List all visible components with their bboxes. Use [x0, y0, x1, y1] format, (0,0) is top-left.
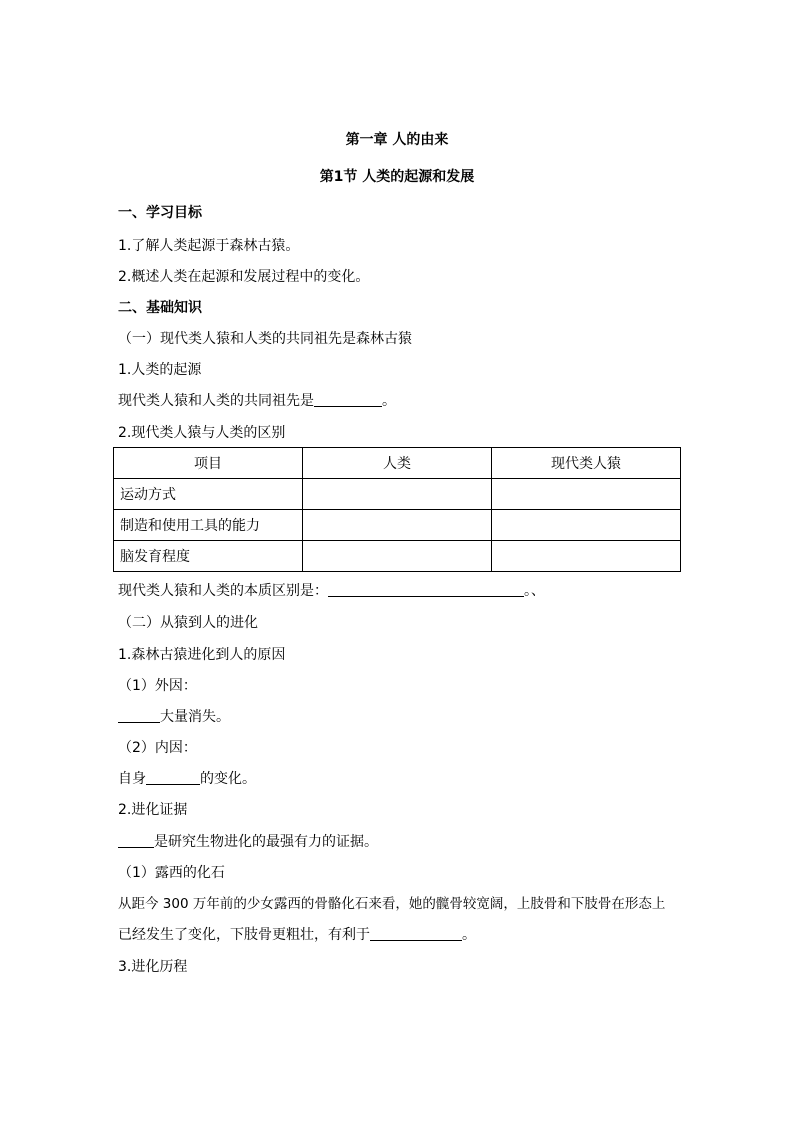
origin-question — [118, 392, 396, 410]
table-row-label: 脑发育程度 — [114, 541, 303, 572]
table-header-cell: 人类 — [303, 448, 492, 479]
subsection-2-title: （二）从猿到人的进化 — [118, 615, 258, 631]
internal-cause-question — [118, 770, 256, 788]
chapter-title: 第一章 人的由来 — [345, 132, 449, 148]
table-row — [114, 510, 681, 541]
table-row-label: 运动方式 — [114, 479, 303, 510]
basics-heading: 二、基础知识 — [118, 300, 202, 316]
goal-item-2: 2.概述人类在起源和发展过程中的变化。 — [118, 269, 370, 285]
origin-question-suffix: 。 — [382, 393, 396, 409]
lucy-answer-blank[interactable] — [370, 926, 462, 941]
internal-cause-blank[interactable] — [146, 770, 200, 785]
external-cause-label: （1）外因： — [118, 678, 197, 694]
table-answer-cell[interactable] — [303, 541, 492, 572]
external-cause-suffix: 大量消失。 — [160, 709, 230, 725]
external-cause-blank[interactable] — [118, 708, 160, 723]
comparison-table — [113, 447, 681, 572]
origin-title: 1.人类的起源 — [118, 362, 202, 378]
evidence-blank[interactable] — [118, 833, 154, 848]
essence-question — [118, 582, 545, 600]
section-title: 第1节 人类的起源和发展 — [319, 169, 475, 185]
table-answer-cell[interactable] — [303, 479, 492, 510]
table-answer-cell[interactable] — [492, 479, 681, 510]
evidence-question — [118, 833, 378, 851]
table-header-row — [114, 448, 681, 479]
lucy-paragraph-line-2 — [118, 926, 476, 944]
internal-cause-prefix: 自身 — [118, 771, 146, 787]
essence-question-prefix: 现代类人猿和人类的本质区别是： — [118, 583, 328, 599]
evidence-suffix: 是研究生物进化的最强有力的证据。 — [154, 834, 378, 850]
difference-title: 2.现代类人猿与人类的区别 — [118, 425, 286, 441]
lucy-title: （1）露西的化石 — [118, 865, 225, 881]
essence-question-suffix: 。、 — [524, 583, 545, 599]
lucy-paragraph-line-1: 从距今 300 万年前的少女露西的骨骼化石来看，她的髋骨较宽阔，上肢骨和下肢骨在形态上 — [118, 896, 666, 912]
essence-answer-blank[interactable] — [328, 582, 524, 597]
evidence-title: 2.进化证据 — [118, 802, 188, 818]
table-header-cell: 项目 — [114, 448, 303, 479]
lucy-line-2-suffix: 。 — [462, 927, 476, 943]
goals-heading: 一、学习目标 — [118, 205, 202, 221]
goal-item-1: 1.了解人类起源于森林古猿。 — [118, 238, 300, 254]
table-header-cell: 现代类人猿 — [492, 448, 681, 479]
internal-cause-suffix: 的变化。 — [200, 771, 256, 787]
table-row — [114, 479, 681, 510]
subsection-1-title: （一）现代类人猿和人类的共同祖先是森林古猿 — [118, 331, 412, 347]
origin-answer-blank[interactable] — [314, 392, 382, 407]
cause-title: 1.森林古猿进化到人的原因 — [118, 647, 286, 663]
table-answer-cell[interactable] — [492, 510, 681, 541]
lucy-line-2-prefix: 已经发生了变化，下肢骨更粗壮，有利于 — [118, 927, 370, 943]
table-row-label: 制造和使用工具的能力 — [114, 510, 303, 541]
process-title: 3.进化历程 — [118, 959, 188, 975]
external-cause-question — [118, 708, 230, 726]
table-answer-cell[interactable] — [492, 541, 681, 572]
table-answer-cell[interactable] — [303, 510, 492, 541]
internal-cause-label: （2）内因： — [118, 740, 197, 756]
origin-question-prefix: 现代类人猿和人类的共同祖先是 — [118, 393, 314, 409]
table-row — [114, 541, 681, 572]
